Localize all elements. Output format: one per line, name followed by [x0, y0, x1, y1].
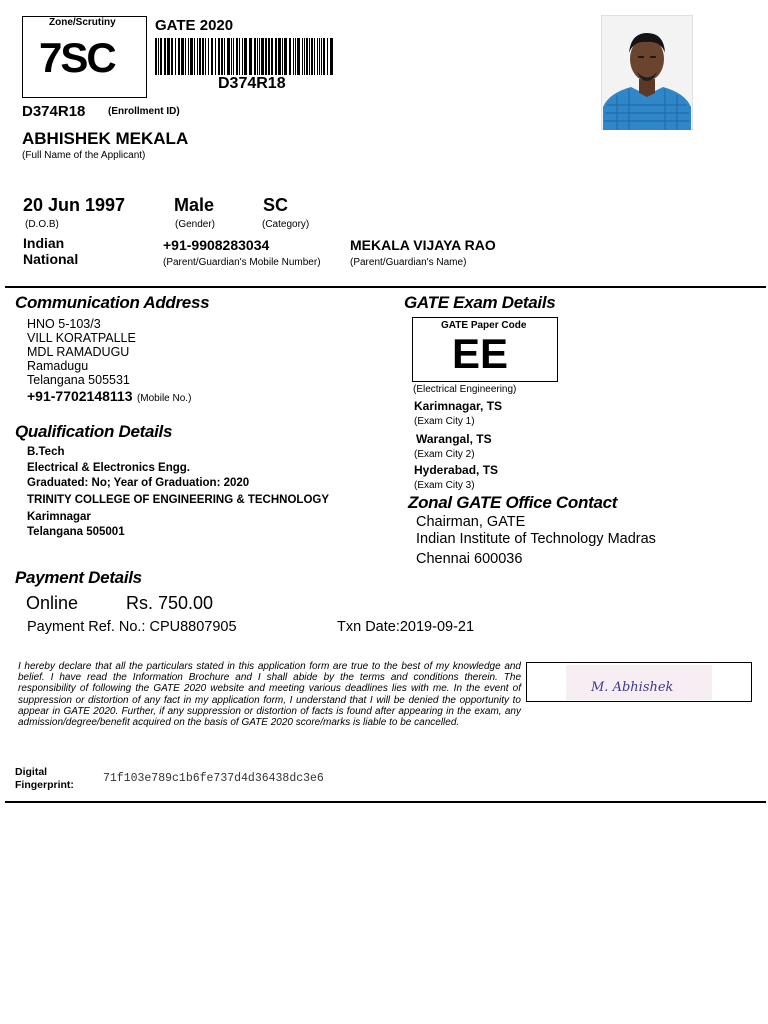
- address-line: VILL KORATPALLE: [27, 331, 136, 345]
- mobile-row: [27, 388, 191, 406]
- exam-city-3-label: (Exam City 3): [414, 480, 475, 491]
- mobile-number: +91-7702148113: [27, 388, 133, 404]
- address-line: Ramadugu: [27, 359, 89, 373]
- gender-value: Male: [174, 195, 215, 215]
- barcode-bar: [231, 38, 232, 75]
- declaration-text: I hereby declare that all the particulars stated in this application form are true to the best of my knowledge and belief. I have read the Information Brochure and I shall abide by the terms and conditions therein. The responsibility of following the GATE 2020 website and meeting various deadlines lies with me. In the event of suppression or distortion of any fact in my application form, I understand that I will be denied the opportunity to appear in GATE 2020. Further, if any suppression or distortion of facts is found after appearing in the exam, any admission/degree/benefit acquired on the basis of GATE 2020 score/marks is liable to be cancelled.: [18, 661, 521, 729]
- enrollment-id-label: (Enrollment ID): [108, 106, 180, 117]
- dob-value: 20 Jun 1997: [23, 195, 126, 215]
- barcode-bar: [227, 38, 230, 75]
- address-line: HNO 5-103/3: [27, 317, 101, 331]
- barcode-bar: [242, 38, 243, 75]
- barcode-bar: [284, 38, 287, 75]
- barcode-bar: [249, 38, 252, 75]
- barcode-bar: [185, 38, 186, 75]
- barcode-bar: [323, 38, 325, 75]
- barcode-bar: [295, 38, 296, 75]
- barcode-bar: [289, 38, 291, 75]
- barcode-text: D374R18: [218, 75, 286, 92]
- barcode-bar: [211, 38, 213, 75]
- barcode-bar: [167, 38, 170, 75]
- parent-name: MEKALA VIJAYA RAO: [350, 237, 496, 253]
- barcode-bar: [275, 38, 277, 75]
- barcode-bar: [236, 38, 238, 75]
- qualification-state-pin: Telangana 505001: [27, 526, 125, 538]
- zone-code: 7SC: [39, 34, 115, 81]
- zonal-line-3: Chennai 600036: [416, 551, 523, 567]
- nationality-line1: Indian: [23, 235, 65, 251]
- category-value: SC: [263, 195, 289, 215]
- address-line: Telangana 505531: [27, 373, 130, 387]
- qualification-city: Karimnagar: [27, 511, 91, 523]
- paper-code: EE: [452, 330, 509, 377]
- barcode-bar: [311, 38, 313, 75]
- exam-city-2: Warangal, TS: [416, 432, 492, 446]
- barcode-bar: [205, 38, 206, 75]
- paper-name: (Electrical Engineering): [413, 384, 517, 395]
- applicant-name: ABHISHEK MEKALA: [22, 129, 189, 148]
- exam-title: GATE 2020: [155, 17, 234, 34]
- barcode-bar: [171, 38, 173, 75]
- qualification-details-title: Qualification Details: [15, 422, 173, 441]
- zonal-office-title: Zonal GATE Office Contact: [408, 493, 618, 512]
- payment-details-title: Payment Details: [15, 568, 142, 587]
- barcode-bar: [282, 38, 283, 75]
- enrollment-id: D374R18: [22, 103, 86, 120]
- barcode-bar: [261, 38, 264, 75]
- barcode-bar: [302, 38, 303, 75]
- nationality-line2: National: [23, 251, 79, 267]
- barcode-bar: [297, 38, 300, 75]
- applicant-name-label: (Full Name of the Applicant): [22, 150, 146, 161]
- payment-amount: Rs. 750.00: [126, 593, 214, 613]
- exam-city-1: Karimnagar, TS: [414, 399, 503, 413]
- qualification-branch: Electrical & Electronics Engg.: [27, 462, 190, 474]
- barcode-bar: [293, 38, 294, 75]
- barcode-bar: [239, 38, 240, 75]
- qualification-graduation: Graduated: No; Year of Graduation: 2020: [27, 477, 250, 489]
- barcode-bar: [164, 38, 166, 75]
- barcode-bar: [257, 38, 258, 75]
- barcode-bar: [265, 38, 267, 75]
- paper-code-label: GATE Paper Code: [441, 320, 527, 331]
- barcode-bar: [197, 38, 198, 75]
- communication-address-title: Communication Address: [15, 293, 210, 312]
- gender-label: (Gender): [175, 219, 216, 230]
- barcode-bar: [254, 38, 256, 75]
- signature-image: [566, 665, 712, 700]
- barcode-bar: [244, 38, 247, 75]
- barcode-bar: [218, 38, 220, 75]
- barcode-bar: [175, 38, 176, 75]
- parent-name-label: (Parent/Guardian's Name): [350, 257, 467, 268]
- signature-ink: M. Abhishek: [591, 680, 674, 695]
- barcode-bar: [155, 38, 157, 75]
- category-label: (Category): [262, 219, 310, 230]
- barcode-bar: [194, 38, 195, 75]
- fingerprint-label-line2: Fingerprint:: [15, 779, 74, 791]
- barcode-bar: [158, 38, 159, 75]
- divider-top: [5, 286, 766, 288]
- exam-city-2-label: (Exam City 2): [414, 449, 475, 460]
- barcode-bar: [233, 38, 234, 75]
- exam-city-3: Hyderabad, TS: [414, 463, 499, 477]
- address-block: [27, 317, 136, 387]
- barcode: [154, 38, 336, 76]
- barcode-bar: [327, 38, 328, 75]
- barcode-bar: [309, 38, 310, 75]
- address-line: MDL RAMADUGU: [27, 345, 130, 359]
- barcode-bar: [224, 38, 225, 75]
- barcode-bar: [321, 38, 322, 75]
- zone-label: Zone/Scrutiny: [49, 17, 116, 28]
- barcode-bar: [221, 38, 223, 75]
- parent-mobile-label: (Parent/Guardian's Mobile Number): [163, 257, 321, 268]
- barcode-bar: [215, 38, 216, 75]
- fingerprint-label-line1: Digital: [15, 766, 48, 778]
- barcode-bar: [330, 38, 333, 75]
- barcode-bar: [278, 38, 281, 75]
- barcode-bar: [268, 38, 270, 75]
- fingerprint-label: [15, 766, 74, 792]
- fingerprint-hash: 71f103e789c1b6fe737d4d36438dc3e6: [103, 772, 324, 785]
- divider-bottom: [5, 801, 766, 803]
- payment-txn-date: Txn Date:2019-09-21: [337, 619, 475, 635]
- barcode-bar: [314, 38, 315, 75]
- mobile-label: (Mobile No.): [136, 393, 192, 404]
- barcode-bar: [199, 38, 201, 75]
- payment-mode: Online: [26, 593, 79, 613]
- qualification-college: TRINITY COLLEGE OF ENGINEERING & TECHNOLOGY: [27, 494, 329, 506]
- barcode-bar: [306, 38, 308, 75]
- applicant-photo: [601, 15, 693, 130]
- zonal-line-1: Chairman, GATE: [416, 514, 526, 530]
- barcode-bar: [208, 38, 209, 75]
- barcode-bar: [178, 38, 180, 75]
- barcode-bar: [317, 38, 318, 75]
- barcode-bar: [181, 38, 184, 75]
- barcode-bar: [271, 38, 273, 75]
- gate-exam-details-title: GATE Exam Details: [404, 293, 556, 312]
- parent-mobile: +91-9908283034: [163, 237, 270, 253]
- barcode-bar: [160, 38, 162, 75]
- barcode-bar: [319, 38, 320, 75]
- barcode-bar: [202, 38, 204, 75]
- qualification-degree: B.Tech: [27, 446, 65, 458]
- barcode-bar: [259, 38, 260, 75]
- barcode-bar: [304, 38, 305, 75]
- zonal-line-2: Indian Institute of Technology Madras: [416, 531, 656, 547]
- barcode-bar: [190, 38, 193, 75]
- dob-label: (D.O.B): [25, 219, 59, 230]
- exam-city-1-label: (Exam City 1): [414, 416, 475, 427]
- payment-ref: Payment Ref. No.: CPU8807905: [27, 619, 237, 635]
- barcode-bar: [188, 38, 189, 75]
